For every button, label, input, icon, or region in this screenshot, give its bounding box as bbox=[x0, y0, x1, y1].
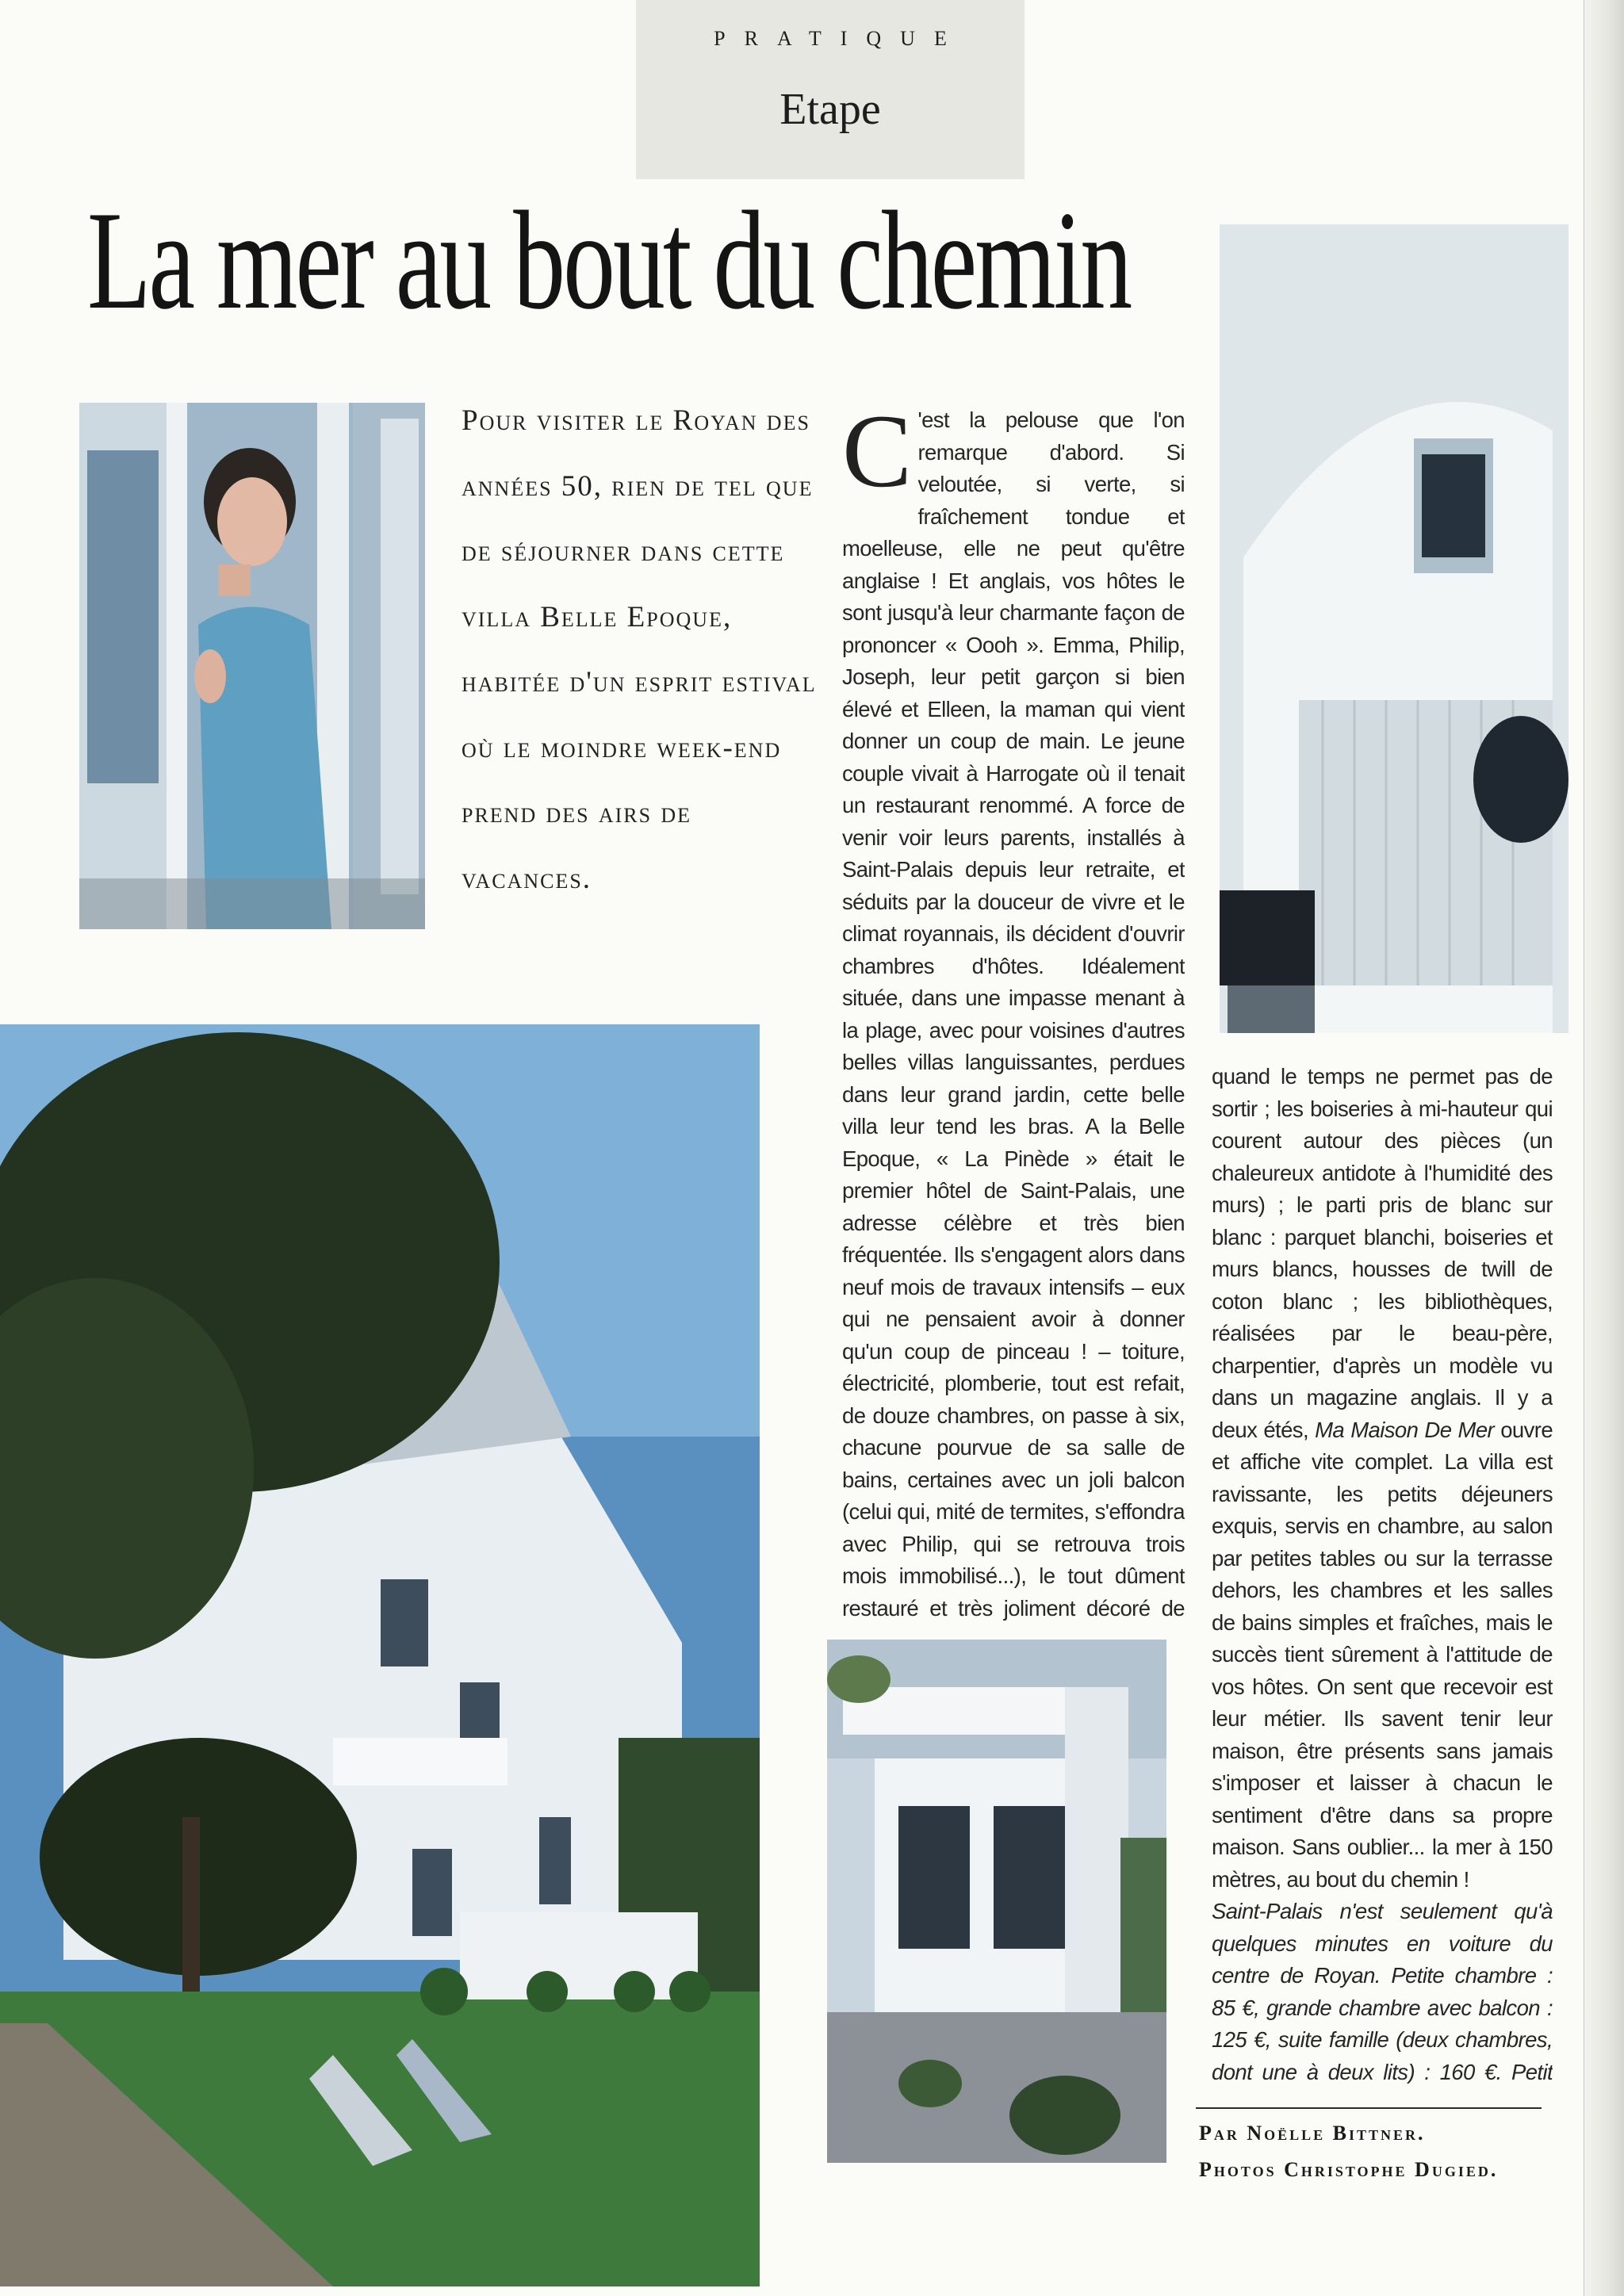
page-edge bbox=[1584, 0, 1624, 2296]
article-title: La mer au bout du chemin bbox=[87, 182, 1131, 339]
rubric-kicker: PRATIQUE bbox=[714, 27, 966, 50]
photo-villa-garden bbox=[0, 1024, 760, 2286]
body-column-main bbox=[842, 404, 1185, 1621]
body-text-part-2: quand le temps ne permet pas de sortir ; les boiseries à mi-hauteur qui courent autour des pièces (un chaleureux antidote à l'humidité des murs) ; le parti pris de blanc sur blanc : parquet blanchi, boiseries et murs blancs, housses de twill de coton blanc ; les bibliothèques, réalisées par le beau-père, charpentier, d'après un modèle vu dans un magazine anglais. Il y a deux étés, bbox=[1212, 1064, 1553, 1442]
credits bbox=[1199, 2115, 1564, 2188]
credit-text: Par Noëlle Bittner. bbox=[1199, 2122, 1426, 2145]
photo-bow-window bbox=[827, 1640, 1166, 2163]
photo-interior bbox=[1220, 224, 1568, 1033]
rubric-section: Etape bbox=[779, 85, 881, 134]
rubric-header bbox=[636, 0, 1025, 179]
house-name: Ma Maison De Mer bbox=[1315, 1417, 1495, 1442]
credit-photos: Photos Christophe Dugied. bbox=[1199, 2158, 1499, 2181]
credit-rule bbox=[1196, 2107, 1542, 2109]
photo-woman-window bbox=[79, 403, 425, 929]
body-column-right bbox=[1212, 1061, 1553, 2084]
drop-cap: C bbox=[842, 404, 912, 509]
body-text-part-1: 'est la pelouse que l'on remarque d'abord. Si veloutée, si verte, si fraîchement tondue et moelleuse, elle ne peut qu'être anglaise ! Et anglais, vos hôtes le sont jusqu'à leur charmante façon de prononcer « Oooh ». Emma, Philip, Joseph, leur petit garçon si bien élevé et Elleen, la maman qui vient donner un coup de main. Le jeune couple vivait à Harrogate où il tenait un restaurant renommé. A force de venir voir leurs parents, installés à Saint-Palais depuis leur retraite, et séduits par la douceur de vivre et le climat royannais, ils décident d'ouvrir chambres d'hôtes. Idéalement située, dans une impasse menant à la plage, avec pour voisines d'autres belles villas languissantes, perdues dans leur grand jardin, cette belle villa leur tend les bras. A la Belle Epoque, « La Pinède » était le premier hôtel de Saint-Palais, une adresse célèbre et très bien fréquentée. Ils s'engagent alors dans neuf mois de travaux intensifs – eux qui ne pensaient avoir à donner qu'un coup de pinceau ! – toiture, électricité, plomberie, tout est refait, de douze chambres, on passe à six, chacune pourvue de sa salle de bains, certaines avec un joli balcon (celui qui, mité de termites, s'effondra avec Philip, qui se retrouva trois mois immobilisé...), le tout dûment restauré et très joliment décoré de bbox=[842, 408, 1185, 1621]
practical-info: Saint-Palais n'est seulement qu'à quelques minutes en voiture du centre de Royan. Petite chambre : 85 €, grande chambre avec balcon : 125 €, suite famille (deux chambres, dont une à deux lits) : 160 €. Petit bbox=[1212, 1899, 1553, 2084]
body-text-part-3: ouvre et affiche vite complet. La villa est ravissante, les petits déjeuners exquis, servis en chambre, au salon par petites tables ou sur la terrasse dehors, les chambres et les salles de bains simples et fraîches, mais le succès tient sûrement à l'attitude de vos hôtes. On sent que recevoir est leur métier. Ils savent tenir leur maison, être présents sans jamais s'imposer et laisser à chacun le sentiment d'être dans sa propre maison. Sans oublier... la mer à 150 mètres, au bout du chemin ! bbox=[1212, 1417, 1553, 1892]
article-lead: Pour visiter le Royan des années 50, rien de tel que de séjourner dans cette villa Belle Epoque, habitée d'un esprit estival où le moindre week-end prend des airs de vacances. bbox=[462, 404, 817, 895]
